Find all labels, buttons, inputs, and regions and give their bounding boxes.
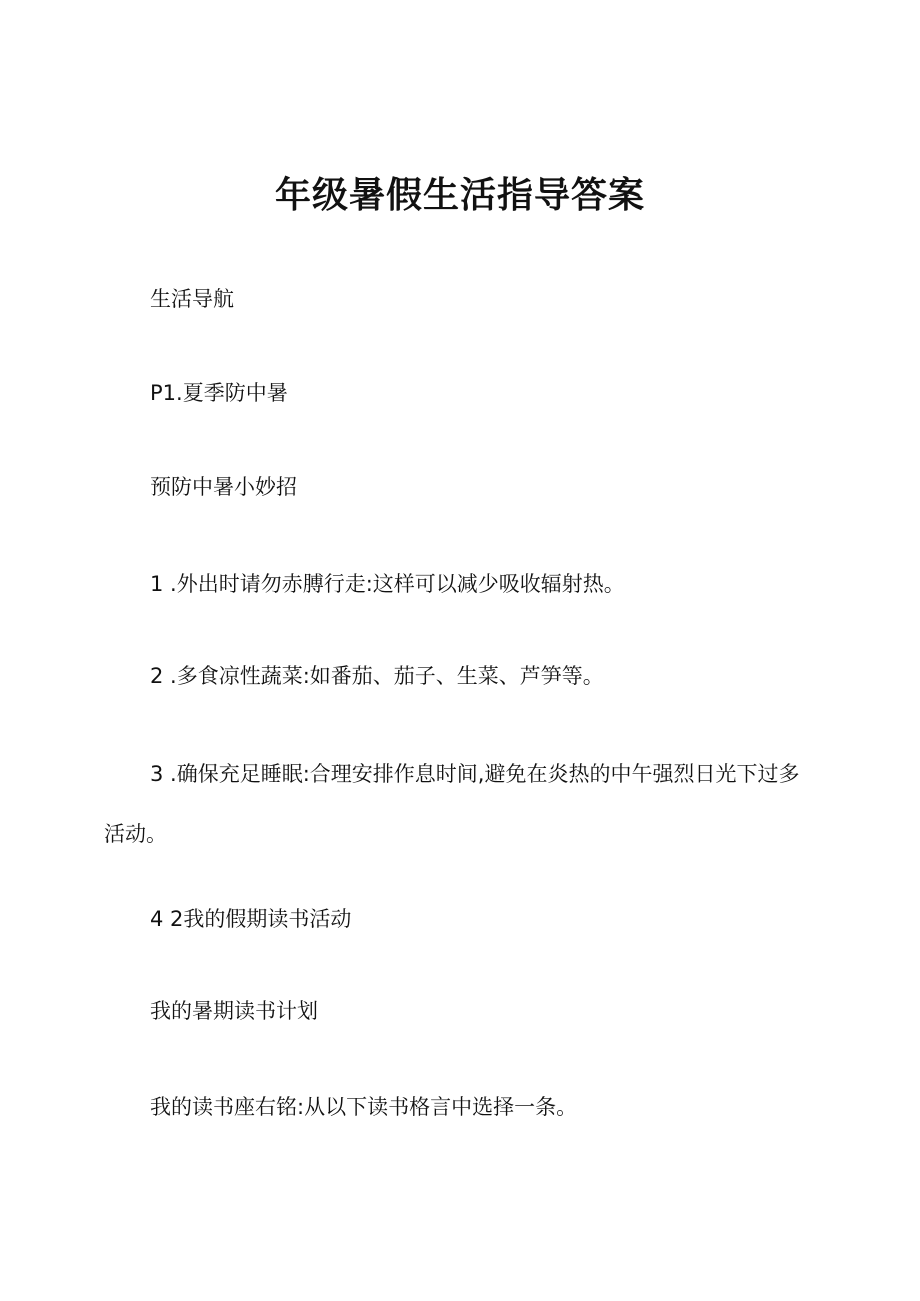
paragraph-reading-activity: 4 2我的假期读书活动 xyxy=(150,907,352,931)
paragraph-tip-1: 1 .外出时请勿赤膊行走:这样可以减少吸收辐射热。 xyxy=(150,572,625,596)
paragraph-reading-plan: 我的暑期读书计划 xyxy=(150,999,318,1023)
paragraph-p1-heatstroke: P1.夏季防中暑 xyxy=(150,381,288,405)
paragraph-prevention-tips: 预防中暑小妙招 xyxy=(150,475,297,499)
document-title: 年级暑假生活指导答案 xyxy=(274,175,645,216)
paragraph-reading-motto: 我的读书座右铭:从以下读书格言中选择一条。 xyxy=(150,1095,578,1119)
paragraph-tip-2: 2 .多食凉性蔬菜:如番茄、茄子、生菜、芦笋等。 xyxy=(150,664,604,688)
paragraph-tip-3: 3 .确保充足睡眠:合理安排作息时间,避免在炎热的中午强烈日光下过多活动。 xyxy=(104,762,800,846)
paragraph-life-guide: 生活导航 xyxy=(150,287,234,311)
